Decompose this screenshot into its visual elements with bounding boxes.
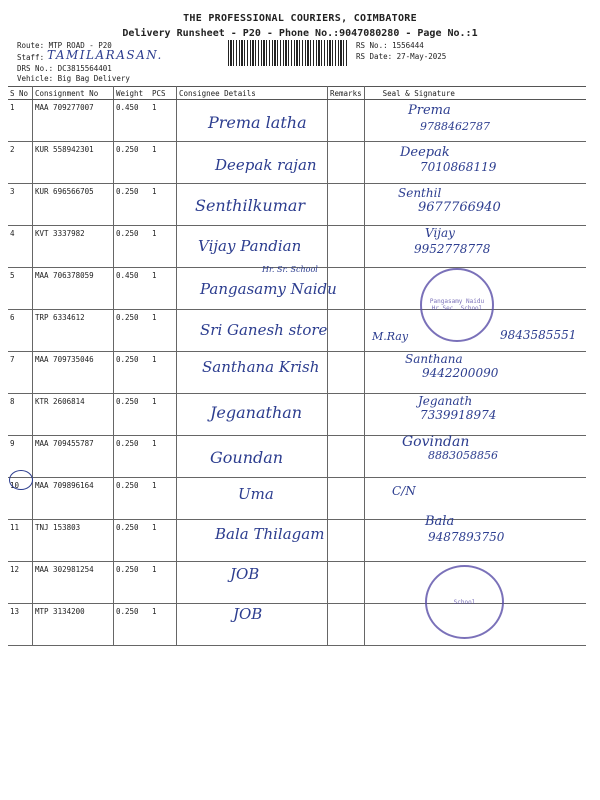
cell-pcs: 1 xyxy=(150,436,177,478)
staff-name: TAMILARASAN. xyxy=(47,48,163,62)
cell-consignment-no: KUR 558942301 xyxy=(33,142,114,184)
consignee-hw-4: Vijay Pandian xyxy=(198,237,302,255)
row-10-circle-mark xyxy=(9,470,33,490)
cell-remarks xyxy=(328,310,365,352)
cell-sno: 10 xyxy=(8,478,33,520)
cell-consignment-no: TNJ 153803 xyxy=(33,520,114,562)
consignee-hw-11: Bala Thilagam xyxy=(215,525,325,543)
cell-consignment-no: MAA 709455787 xyxy=(33,436,114,478)
consignee-hw-2: Deepak rajan xyxy=(215,156,317,174)
consignee-hw-10: Uma xyxy=(238,485,274,503)
cell-pcs: 1 xyxy=(150,478,177,520)
phone-hw-8: 7339918974 xyxy=(420,408,497,422)
cell-remarks xyxy=(328,142,365,184)
cell-consignment-no: KTR 2606814 xyxy=(33,394,114,436)
cell-consignment-no: MTP 3134200 xyxy=(33,604,114,646)
sign-hw-11: Bala xyxy=(425,514,455,529)
col-sign: Seal & Signature xyxy=(364,87,586,100)
cell-consignment-no: MAA 709735046 xyxy=(33,352,114,394)
staff-label: Staff: xyxy=(17,53,45,62)
consignee-hw-3: Senthilkumar xyxy=(195,196,306,215)
cell-weight: 0.250 xyxy=(114,310,151,352)
cell-weight: 0.250 xyxy=(114,394,151,436)
table-row xyxy=(8,436,586,478)
consignee-hw-1: Prema latha xyxy=(208,113,307,132)
cell-consignment-no: MAA 709277007 xyxy=(33,100,114,142)
cell-consignment-no: KUR 696566705 xyxy=(33,184,114,226)
cell-remarks xyxy=(328,562,365,604)
cell-sno: 8 xyxy=(8,394,33,436)
cell-sno: 7 xyxy=(8,352,33,394)
cell-sno: 13 xyxy=(8,604,33,646)
cell-sno: 12 xyxy=(8,562,33,604)
cell-remarks xyxy=(328,436,365,478)
cell-consignment-no: KVT 3337982 xyxy=(33,226,114,268)
consignee-hw-6: Sri Ganesh store xyxy=(200,321,328,339)
phone-hw-6: 9843585551 xyxy=(500,328,577,342)
sign-hw-1: Prema xyxy=(408,103,451,118)
cell-weight: 0.250 xyxy=(114,562,151,604)
phone-hw-4: 9952778778 xyxy=(414,242,491,256)
sign-hw-10: C/N xyxy=(392,484,416,498)
cell-remarks xyxy=(328,478,365,520)
cell-pcs: 1 xyxy=(150,352,177,394)
consignee-hw-13: JOB xyxy=(233,605,263,623)
cell-remarks xyxy=(328,352,365,394)
consignee-hw-8: Jeganathan xyxy=(210,403,303,422)
rs-date: RS Date: 27-May-2025 xyxy=(356,52,447,61)
cell-pcs: 1 xyxy=(150,604,177,646)
phone-hw-2: 7010868119 xyxy=(420,160,497,174)
cell-weight: 0.250 xyxy=(114,520,151,562)
cell-pcs: 1 xyxy=(150,184,177,226)
cell-weight: 0.250 xyxy=(114,478,151,520)
cell-pcs: 1 xyxy=(150,226,177,268)
cell-remarks xyxy=(328,100,365,142)
cell-sno: 2 xyxy=(8,142,33,184)
route: Route: MTP ROAD - P20 xyxy=(17,41,112,50)
runsheet-title: Delivery Runsheet - P20 - Phone No.:9047080280 - Page No.:1 xyxy=(122,28,478,39)
cell-weight: 0.450 xyxy=(114,268,151,310)
consignee-hw-9: Goundan xyxy=(210,448,284,467)
cell-weight: 0.250 xyxy=(114,142,151,184)
cell-sno: 5 xyxy=(8,268,33,310)
cell-sno: 9 xyxy=(8,436,33,478)
note-hw-5: Hr. Sr. School xyxy=(262,265,318,274)
cell-weight: 0.250 xyxy=(114,226,151,268)
cell-weight: 0.250 xyxy=(114,604,151,646)
cell-remarks xyxy=(328,184,365,226)
sign-hw-8: Jeganath xyxy=(418,394,473,408)
phone-hw-3: 9677766940 xyxy=(418,200,501,215)
cell-pcs: 1 xyxy=(150,562,177,604)
cell-sno: 11 xyxy=(8,520,33,562)
drs-no: DRS No.: DC3815564401 xyxy=(17,64,112,73)
cell-consignment-no: TRP 6334612 xyxy=(33,310,114,352)
phone-hw-9: 8883058856 xyxy=(428,449,498,462)
cell-weight: 0.250 xyxy=(114,436,151,478)
cell-pcs: 1 xyxy=(150,100,177,142)
phone-hw-7: 9442200090 xyxy=(422,366,499,380)
col-consignee: Consignee Details xyxy=(177,87,328,100)
cell-remarks xyxy=(328,520,365,562)
cell-consignment-no: MAA 706378059 xyxy=(33,268,114,310)
cell-sno: 6 xyxy=(8,310,33,352)
cell-remarks xyxy=(328,604,365,646)
vehicle: Vehicle: Big Bag Delivery xyxy=(17,74,130,83)
sign-hw-7: Santhana xyxy=(405,352,463,366)
cell-sno: 3 xyxy=(8,184,33,226)
cell-pcs: 1 xyxy=(150,268,177,310)
cell-pcs: 1 xyxy=(150,394,177,436)
cell-sno: 4 xyxy=(8,226,33,268)
col-pcs: PCS xyxy=(150,87,177,100)
cell-sno: 1 xyxy=(8,100,33,142)
consignee-hw-12: JOB xyxy=(230,565,260,583)
cell-weight: 0.250 xyxy=(114,184,151,226)
sign-hw-3: Senthil xyxy=(398,186,442,200)
barcode xyxy=(228,40,348,66)
phone-hw-1: 9788462787 xyxy=(420,120,490,133)
sign-hw-9: Govindan xyxy=(402,434,470,450)
sign-hw-6: M.Ray xyxy=(372,330,409,343)
school-seal-stamp: Pangasamy Naidu Hr.Sec. School xyxy=(420,268,494,342)
cell-pcs: 1 xyxy=(150,142,177,184)
col-sno: S No xyxy=(8,87,33,100)
table-row xyxy=(8,478,586,520)
company-title: THE PROFESSIONAL COURIERS, COIMBATORE xyxy=(183,13,417,24)
sign-hw-4: Vijay xyxy=(425,226,455,240)
rs-no: RS No.: 1556444 xyxy=(356,41,424,50)
cell-remarks xyxy=(328,226,365,268)
cell-consignment-no: MAA 302981254 xyxy=(33,562,114,604)
cell-weight: 0.250 xyxy=(114,352,151,394)
cell-consignment-no: MAA 709896164 xyxy=(33,478,114,520)
table-header xyxy=(8,87,586,100)
school-seal-stamp-2: School xyxy=(425,565,504,639)
cell-pcs: 1 xyxy=(150,310,177,352)
col-consignment: Consignment No xyxy=(33,87,114,100)
col-remarks: Remarks xyxy=(328,87,365,100)
consignee-hw-7: Santhana Krish xyxy=(202,358,320,376)
phone-hw-11: 9487893750 xyxy=(428,530,505,544)
cell-remarks xyxy=(328,394,365,436)
cell-pcs: 1 xyxy=(150,520,177,562)
sign-hw-2: Deepak xyxy=(400,145,450,160)
cell-weight: 0.450 xyxy=(114,100,151,142)
col-weight: Weight xyxy=(114,87,151,100)
consignee-hw-5: Pangasamy Naidu xyxy=(200,280,337,298)
